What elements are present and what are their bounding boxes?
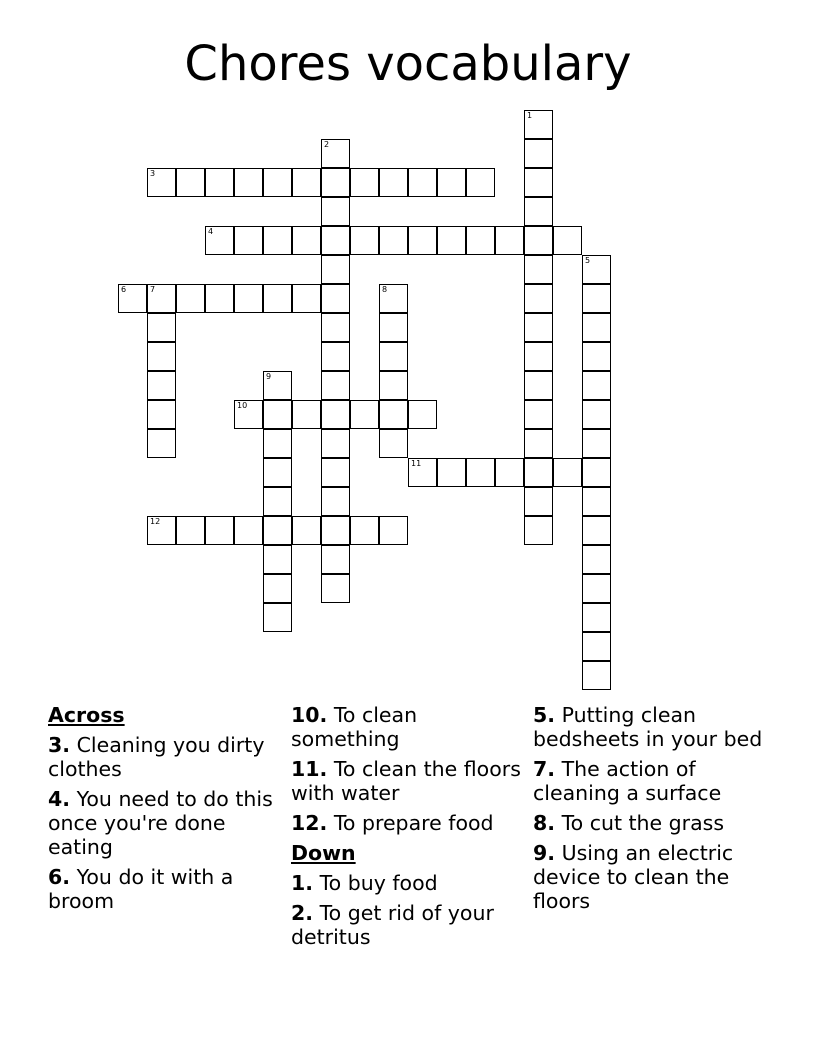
grid-cell[interactable] xyxy=(437,226,466,255)
cell-number: 4 xyxy=(208,227,214,236)
grid-cell[interactable] xyxy=(379,313,408,342)
grid-cell[interactable] xyxy=(350,516,379,545)
grid-cell[interactable] xyxy=(582,342,611,371)
cell-number: 1 xyxy=(527,111,533,120)
grid-cell[interactable] xyxy=(524,487,553,516)
clue-number: 7. xyxy=(533,757,556,781)
clue-down-8 xyxy=(533,811,769,835)
grid-cell[interactable] xyxy=(379,168,408,197)
grid-cell[interactable] xyxy=(292,226,321,255)
clue-number: 8. xyxy=(533,811,556,835)
clues-column-2 xyxy=(291,703,527,955)
grid-cell[interactable] xyxy=(350,226,379,255)
grid-cell[interactable] xyxy=(437,168,466,197)
grid-cell[interactable] xyxy=(582,458,611,487)
clue-across-3 xyxy=(48,733,284,781)
grid-cell[interactable] xyxy=(263,226,292,255)
grid-cell[interactable] xyxy=(582,545,611,574)
grid-cell[interactable] xyxy=(379,400,408,429)
clue-text: Cleaning you dirty clothes xyxy=(48,733,265,781)
grid-cell[interactable] xyxy=(524,110,553,139)
clue-number: 10. xyxy=(291,703,328,727)
grid-cell[interactable] xyxy=(379,284,408,313)
grid-cell[interactable] xyxy=(176,168,205,197)
grid-cell[interactable] xyxy=(582,400,611,429)
clue-down-5 xyxy=(533,703,769,751)
grid-cell[interactable] xyxy=(263,545,292,574)
grid-cell[interactable] xyxy=(263,487,292,516)
grid-cell[interactable] xyxy=(582,632,611,661)
grid-cell[interactable] xyxy=(582,516,611,545)
grid-cell[interactable] xyxy=(321,487,350,516)
grid-cell[interactable] xyxy=(321,371,350,400)
page-title: Chores vocabulary xyxy=(184,36,632,92)
clue-number: 4. xyxy=(48,787,71,811)
grid-cell[interactable] xyxy=(582,574,611,603)
grid-cell[interactable] xyxy=(553,458,582,487)
grid-cell[interactable] xyxy=(234,516,263,545)
grid-cell[interactable] xyxy=(147,168,176,197)
grid-cell[interactable] xyxy=(524,313,553,342)
grid-cell[interactable] xyxy=(582,429,611,458)
grid-cell[interactable] xyxy=(524,226,553,255)
grid-cell[interactable] xyxy=(582,371,611,400)
clue-down-1 xyxy=(291,871,527,895)
clues-column-1 xyxy=(48,703,284,919)
grid-cell[interactable] xyxy=(205,168,234,197)
clue-down-2 xyxy=(291,901,527,949)
grid-cell[interactable] xyxy=(321,168,350,197)
clue-text: To prepare food xyxy=(333,811,494,835)
clue-number: 11. xyxy=(291,757,328,781)
grid-cell[interactable] xyxy=(321,313,350,342)
cell-number: 10 xyxy=(237,401,248,410)
grid-cell[interactable] xyxy=(321,139,350,168)
clue-text: Using an electric device to clean the floors xyxy=(533,841,734,913)
grid-cell[interactable] xyxy=(147,313,176,342)
grid-cell[interactable] xyxy=(205,516,234,545)
clue-down-7 xyxy=(533,757,769,805)
grid-cell[interactable] xyxy=(263,458,292,487)
grid-cell[interactable] xyxy=(350,168,379,197)
grid-cell[interactable] xyxy=(408,168,437,197)
grid-cell[interactable] xyxy=(321,284,350,313)
grid-cell[interactable] xyxy=(263,574,292,603)
grid-cell[interactable] xyxy=(466,226,495,255)
grid-cell[interactable] xyxy=(292,168,321,197)
clue-number: 6. xyxy=(48,865,71,889)
grid-cell[interactable] xyxy=(321,574,350,603)
grid-cell[interactable] xyxy=(495,226,524,255)
grid-cell[interactable] xyxy=(524,400,553,429)
grid-cell[interactable] xyxy=(437,458,466,487)
clue-across-4 xyxy=(48,787,284,859)
grid-cell[interactable] xyxy=(524,458,553,487)
across-heading: Across xyxy=(48,703,125,727)
grid-cell[interactable] xyxy=(205,226,234,255)
grid-cell[interactable] xyxy=(292,400,321,429)
cell-number: 2 xyxy=(324,140,330,149)
clue-text: Putting clean bedsheets in your bed xyxy=(533,703,763,751)
grid-cell[interactable] xyxy=(321,255,350,284)
cell-number: 8 xyxy=(382,285,388,294)
clue-across-6 xyxy=(48,865,284,913)
grid-cell[interactable] xyxy=(582,487,611,516)
grid-cell[interactable] xyxy=(292,516,321,545)
grid-cell[interactable] xyxy=(582,661,611,690)
grid-cell[interactable] xyxy=(147,400,176,429)
grid-cell[interactable] xyxy=(321,516,350,545)
grid-cell[interactable] xyxy=(205,284,234,313)
cell-number: 6 xyxy=(121,285,127,294)
grid-cell[interactable] xyxy=(321,226,350,255)
grid-cell[interactable] xyxy=(118,284,147,313)
clue-text: To clean the floors with water xyxy=(291,757,521,805)
grid-cell[interactable] xyxy=(234,284,263,313)
grid-cell[interactable] xyxy=(582,255,611,284)
grid-cell[interactable] xyxy=(176,284,205,313)
grid-cell[interactable] xyxy=(321,342,350,371)
clue-number: 3. xyxy=(48,733,71,757)
cell-number: 12 xyxy=(150,517,161,526)
clue-text: The action of cleaning a surface xyxy=(533,757,722,805)
grid-cell[interactable] xyxy=(582,313,611,342)
clue-text: To buy food xyxy=(319,871,438,895)
grid-cell[interactable] xyxy=(379,516,408,545)
grid-cell[interactable] xyxy=(321,400,350,429)
grid-cell[interactable] xyxy=(524,371,553,400)
grid-cell[interactable] xyxy=(321,429,350,458)
clue-text: To cut the grass xyxy=(561,811,725,835)
cell-number: 5 xyxy=(585,256,591,265)
grid-cell[interactable] xyxy=(582,284,611,313)
cell-number: 3 xyxy=(150,169,156,178)
grid-cell[interactable] xyxy=(379,342,408,371)
cell-number: 7 xyxy=(150,285,156,294)
grid-cell[interactable] xyxy=(176,516,205,545)
grid-cell[interactable] xyxy=(263,516,292,545)
clue-across-11 xyxy=(291,757,527,805)
cell-number: 11 xyxy=(411,459,422,468)
grid-cell[interactable] xyxy=(466,458,495,487)
clue-number: 2. xyxy=(291,901,314,925)
grid-cell[interactable] xyxy=(524,168,553,197)
clue-across-12 xyxy=(291,811,527,835)
grid-cell[interactable] xyxy=(408,400,437,429)
grid-cell[interactable] xyxy=(524,255,553,284)
grid-cell[interactable] xyxy=(147,429,176,458)
down-heading: Down xyxy=(291,841,356,865)
grid-cell[interactable] xyxy=(234,400,263,429)
clue-down-9 xyxy=(533,841,769,913)
grid-cell[interactable] xyxy=(234,168,263,197)
grid-cell[interactable] xyxy=(292,284,321,313)
clues-column-3 xyxy=(533,703,769,919)
grid-cell[interactable] xyxy=(263,284,292,313)
grid-cell[interactable] xyxy=(263,371,292,400)
grid-cell[interactable] xyxy=(524,342,553,371)
grid-cell[interactable] xyxy=(408,226,437,255)
grid-cell[interactable] xyxy=(524,139,553,168)
grid-cell[interactable] xyxy=(263,400,292,429)
grid-cell[interactable] xyxy=(379,371,408,400)
clue-number: 1. xyxy=(291,871,314,895)
grid-cell[interactable] xyxy=(147,342,176,371)
grid-cell[interactable] xyxy=(466,168,495,197)
grid-cell[interactable] xyxy=(321,458,350,487)
grid-cell[interactable] xyxy=(147,516,176,545)
grid-cell[interactable] xyxy=(495,458,524,487)
clue-across-10 xyxy=(291,703,527,751)
grid-cell[interactable] xyxy=(524,429,553,458)
clue-text: You do it with a broom xyxy=(48,865,234,913)
grid-cell[interactable] xyxy=(408,458,437,487)
grid-cell[interactable] xyxy=(524,516,553,545)
grid-cell[interactable] xyxy=(263,603,292,632)
clue-number: 5. xyxy=(533,703,556,727)
clue-number: 9. xyxy=(533,841,556,865)
clue-text: You need to do this once you're done eating xyxy=(48,787,273,859)
grid-cell[interactable] xyxy=(524,197,553,226)
grid-cell[interactable] xyxy=(350,400,379,429)
grid-cell[interactable] xyxy=(582,603,611,632)
grid-cell[interactable] xyxy=(147,371,176,400)
grid-cell[interactable] xyxy=(524,284,553,313)
grid-cell[interactable] xyxy=(263,429,292,458)
grid-cell[interactable] xyxy=(379,226,408,255)
clue-text: To clean something xyxy=(291,703,418,751)
grid-cell[interactable] xyxy=(263,168,292,197)
grid-cell[interactable] xyxy=(553,226,582,255)
clue-number: 12. xyxy=(291,811,328,835)
clue-text: To get rid of your detritus xyxy=(291,901,494,949)
grid-cell[interactable] xyxy=(147,284,176,313)
cell-number: 9 xyxy=(266,372,272,381)
grid-cell[interactable] xyxy=(234,226,263,255)
grid-cell[interactable] xyxy=(321,545,350,574)
grid-cell[interactable] xyxy=(321,197,350,226)
grid-cell[interactable] xyxy=(379,429,408,458)
